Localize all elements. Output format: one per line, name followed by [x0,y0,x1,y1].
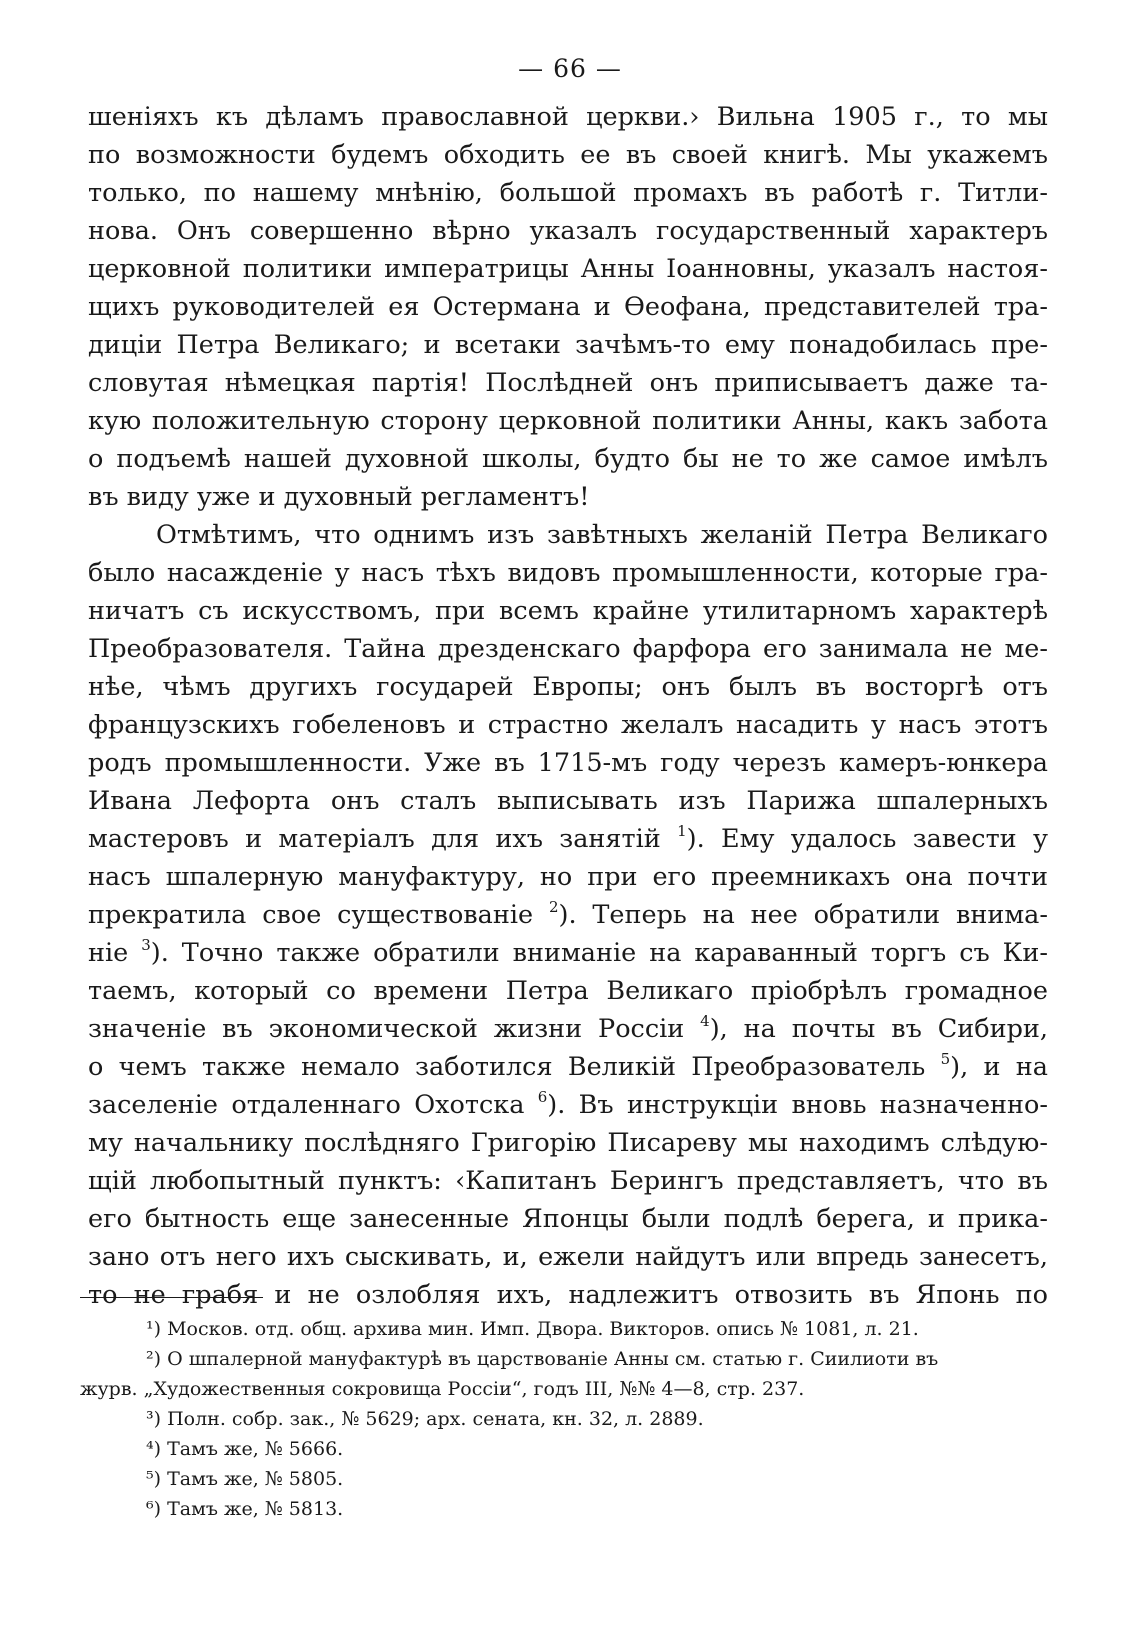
footnote-ref: 6 [537,1087,548,1106]
footnote-mark: ³) [146,1408,162,1430]
text-line: о подъемѣ нашей духовной школы, будто бы не то же самое имѣлъ [88,444,1048,474]
text-line [88,1010,1048,1048]
text-segment: прекратила свое существованіе [88,900,534,930]
footnote-text: Полн. собр. зак., № 5629; арх. сената, кн. 32, л. 2889. [167,1408,704,1430]
footnote-mark: ²) [146,1348,162,1370]
footnote-ref: 3 [141,935,151,954]
footnote-mark: ⁵) [146,1468,162,1490]
text-segment: ). Точно также обратили вниманіе на караванный торгъ съ Ки- [150,938,1048,968]
footnote-continuation [80,1374,1040,1404]
text-segment: мастеровъ и матеріалъ для ихъ занятій [88,824,661,854]
text-line: только, по нашему мнѣнію, большой промахъ въ работѣ г. Титли- [88,178,1048,208]
footnote-mark: ¹) [146,1318,162,1340]
footnote-ref: 2 [548,897,559,916]
footnote-ref: 1 [677,821,687,840]
text-line: кую положительную сторону церковной политики Анны, какъ забота [88,406,1048,436]
text-line: его бытность еще занесенные Японцы были подлѣ берега, и прика- [88,1204,1048,1234]
text-line: шеніяхъ къ дѣламъ православной церкви.› Вильна 1905 г., то мы [88,102,1048,132]
text-line: щихъ руководителей ея Остермана и Ѳеофана, представителей тра- [88,292,1048,322]
text-line: то не грабя и не озлобляя ихъ, надлежитъ отвозить въ Японь по [88,1280,1048,1310]
footnote [80,1404,1040,1434]
text-line [88,820,1048,858]
footnote [80,1434,1040,1464]
footnote-text: журв. „Художественныя сокровища Россіи“, годъ III, №№ 4—8, стр. 237. [80,1378,805,1400]
footnote [80,1314,1040,1344]
text-line: церковной политики императрицы Анны Іоанновны, указалъ настоя- [88,254,1048,284]
text-line: нова. Онъ совершенно вѣрно указалъ государственный характеръ [88,216,1048,246]
text-line [88,934,1048,972]
footnote [80,1344,1040,1374]
text-line [88,1086,1048,1124]
footnote-divider [80,1297,263,1298]
text-line: щій любопытный пунктъ: ‹Капитанъ Берингъ представляетъ, что въ [88,1166,1048,1196]
footnote-mark: ⁴) [146,1438,162,1460]
footnote-text: Москов. отд. общ. архива мин. Имп. Двора. Викторов. опись № 1081, л. 21. [167,1318,919,1340]
footnote-text: Тамъ же, № 5666. [167,1438,344,1460]
text-line: Ивана Лефорта онъ сталъ выписывать изъ Парижа шпалерныхъ [88,786,1048,816]
footnote-ref: 5 [940,1049,951,1068]
text-segment: заселеніе отдаленнаго Охотска [88,1090,525,1120]
text-segment: ). Ему удалось завести у [686,824,1048,854]
text-line: въ виду уже и духовный регламентъ! [88,482,590,512]
footnote-text: Тамъ же, № 5813. [167,1498,344,1520]
footnote [80,1494,1040,1524]
text-line [88,1048,1048,1086]
footnote-text: Тамъ же, № 5805. [167,1468,344,1490]
footnotes [80,1314,1040,1524]
text-line: нѣе, чѣмъ другихъ государей Европы; онъ былъ въ восторгѣ отъ [88,672,1048,702]
paragraph-start-line: Отмѣтимъ, что однимъ изъ завѣтныхъ желаній Петра Великаго [156,520,1048,550]
text-segment: ), и на [950,1052,1048,1082]
footnote [80,1464,1040,1494]
text-line: родъ промышленности. Уже въ 1715-мъ году черезъ камеръ-юнкера [88,748,1048,778]
text-line: насъ шпалерную мануфактуру, но при его преемникахъ она почти [88,862,1048,892]
text-line: Преобразователя. Тайна дрезденскаго фарфора его занимала не ме- [88,634,1048,664]
text-line: было насажденіе у насъ тѣхъ видовъ промышленности, которые гра- [88,558,1048,588]
text-segment: значеніе въ экономической жизни Россіи [88,1014,685,1044]
text-segment: о чемъ также немало заботился Великій Преобразователь [88,1052,926,1082]
text-line: таемъ, который со времени Петра Великаго пріобрѣлъ громадное [88,976,1048,1006]
footnote-ref: 4 [700,1011,710,1030]
text-segment: ), на почты въ Сибири, [709,1014,1048,1044]
footnote-text: О шпалерной мануфактурѣ въ царствованіе Анны см. статью г. Сиилиоти въ [167,1348,939,1370]
text-line [88,896,1048,934]
text-line: словутая нѣмецкая партія! Послѣдней онъ приписываетъ даже та- [88,368,1048,398]
text-segment: ). Въ инструкціи вновь назначенно- [547,1090,1048,1120]
text-line: по возможности будемъ обходить ее въ своей книгѣ. Мы укажемъ [88,140,1048,170]
text-segment: ). Теперь на нее обратили внима- [558,900,1048,930]
text-line: французскихъ гобеленовъ и страстно желалъ насадить у насъ этотъ [88,710,1048,740]
page-number: — 66 — [518,54,622,83]
text-segment: ніе [88,938,129,968]
text-line: му начальнику послѣдняго Григорію Писареву мы находимъ слѣдую- [88,1128,1048,1158]
text-line: зано отъ него ихъ сыскивать, и, ежели найдутъ или впредь занесетъ, [88,1242,1048,1272]
footnote-mark: ⁶) [146,1498,162,1520]
text-line: диціи Петра Великаго; и всетаки зачѣмъ-то ему понадобилась пре- [88,330,1048,360]
text-line: ничатъ съ искусствомъ, при всемъ крайне утилитарномъ характерѣ [88,596,1048,626]
main-text [88,98,1048,1314]
